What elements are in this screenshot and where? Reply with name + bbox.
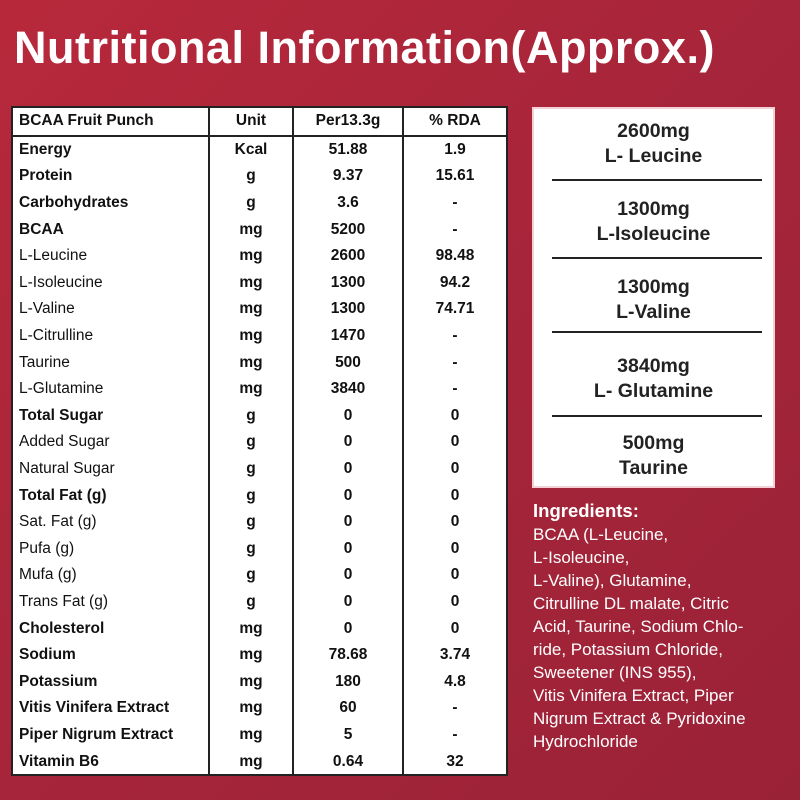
divider (552, 331, 762, 333)
nutrient-name: Total Sugar (19, 406, 104, 424)
nutrient-name: Vitis Vinifera Extract (19, 699, 170, 717)
nutrient-per-serving: 0 (293, 536, 403, 563)
nutrient-per-serving: 0 (293, 562, 403, 589)
nutrient-rda: 0 (403, 509, 506, 536)
nutrient-rda: 32 (403, 748, 506, 775)
nutrient-per-serving: 78.68 (293, 642, 403, 669)
highlight-name: L- Glutamine (593, 380, 714, 402)
highlight-amount: 2600mg (617, 120, 690, 142)
highlight-glutamine (534, 354, 773, 404)
nutrient-unit: mg (209, 668, 293, 695)
highlight-isoleucine (534, 197, 773, 247)
nutrient-name: L-Valine (19, 300, 75, 318)
nutrient-unit: g (209, 163, 293, 190)
nutrient-per-serving: 0.64 (293, 748, 403, 775)
table-row (13, 562, 506, 589)
nutrient-unit: mg (209, 349, 293, 376)
column-header-unit: Unit (209, 108, 293, 136)
nutrient-unit: g (209, 190, 293, 217)
nutrient-rda: 0 (403, 403, 506, 430)
nutrient-rda: 15.61 (403, 163, 506, 190)
table-row (13, 589, 506, 616)
table-row (13, 536, 506, 563)
nutrient-unit: mg (209, 216, 293, 243)
nutrient-per-serving: 1300 (293, 270, 403, 297)
nutrient-unit: mg (209, 270, 293, 297)
nutrient-per-serving: 0 (293, 482, 403, 509)
nutrient-per-serving: 0 (293, 429, 403, 456)
nutrient-unit: mg (209, 376, 293, 403)
nutrient-name: Trans Fat (g) (19, 592, 108, 610)
nutrient-per-serving: 5 (293, 722, 403, 749)
divider (552, 257, 762, 259)
highlights-panel (532, 107, 775, 488)
nutrient-name: Natural Sugar (19, 460, 115, 478)
nutrient-unit: g (209, 589, 293, 616)
table-row (13, 429, 506, 456)
nutrient-name: Cholesterol (19, 619, 105, 637)
column-header-per-serving: Per13.3g (293, 108, 403, 136)
nutrient-per-serving: 0 (293, 456, 403, 483)
table-row (13, 163, 506, 190)
table-row (13, 403, 506, 430)
table-row (13, 323, 506, 350)
nutrient-unit: mg (209, 642, 293, 669)
nutrient-per-serving: 180 (293, 668, 403, 695)
nutrient-rda: 1.9 (403, 136, 506, 164)
nutrient-unit: g (209, 429, 293, 456)
highlight-amount: 500mg (622, 432, 685, 454)
table-row (13, 482, 506, 509)
table-row (13, 376, 506, 403)
nutrient-unit: g (209, 536, 293, 563)
nutrient-name: Carbohydrates (19, 194, 129, 212)
nutrient-unit: g (209, 509, 293, 536)
nutrient-name: Potassium (19, 672, 98, 690)
nutrition-table (11, 106, 508, 776)
nutrient-unit: mg (209, 323, 293, 350)
nutrient-name: L-Isoleucine (19, 273, 103, 291)
table-row (13, 270, 506, 297)
table-row (13, 748, 506, 775)
nutrient-rda: 0 (403, 589, 506, 616)
nutrient-unit: g (209, 456, 293, 483)
nutrient-rda: 0 (403, 615, 506, 642)
table-row (13, 456, 506, 483)
column-header-product: BCAA Fruit Punch (13, 108, 209, 136)
nutrient-name: Pufa (g) (19, 539, 75, 557)
nutrient-name: Vitamin B6 (19, 752, 99, 770)
nutrient-unit: g (209, 562, 293, 589)
nutrient-name: L-Leucine (19, 247, 88, 265)
nutrient-name: Mufa (g) (19, 566, 77, 584)
nutrient-name: L-Citrulline (19, 327, 94, 345)
nutrient-unit: g (209, 482, 293, 509)
nutrient-unit: mg (209, 722, 293, 749)
table-row (13, 642, 506, 669)
nutrient-rda: 0 (403, 562, 506, 589)
column-header-rda: % RDA (403, 108, 506, 136)
highlight-amount: 3840mg (617, 355, 690, 377)
nutrient-rda: 4.8 (403, 668, 506, 695)
highlight-taurine (534, 431, 773, 481)
nutrient-unit: Kcal (209, 136, 293, 164)
highlight-name: Taurine (619, 457, 688, 479)
nutrient-rda: - (403, 323, 506, 350)
nutrient-unit: mg (209, 243, 293, 270)
table-row (13, 216, 506, 243)
nutrient-per-serving: 9.37 (293, 163, 403, 190)
nutrient-per-serving: 1470 (293, 323, 403, 350)
highlight-valine (534, 275, 773, 325)
nutrient-name: Total Fat (g) (19, 486, 107, 504)
nutrient-per-serving: 1300 (293, 296, 403, 323)
ingredients-heading: Ingredients: (533, 500, 639, 521)
table-header-row (13, 108, 506, 136)
nutrient-name: Taurine (19, 353, 70, 371)
nutrient-per-serving: 51.88 (293, 136, 403, 164)
table-row (13, 695, 506, 722)
table-row (13, 509, 506, 536)
highlight-leucine (534, 119, 773, 169)
nutrient-per-serving: 0 (293, 403, 403, 430)
highlight-name: L-Valine (616, 301, 691, 323)
nutrient-rda: 0 (403, 429, 506, 456)
highlight-name: L- Leucine (604, 145, 703, 167)
nutrient-name: Protein (19, 167, 73, 185)
table-row (13, 615, 506, 642)
nutrient-rda: - (403, 190, 506, 217)
nutrient-unit: mg (209, 695, 293, 722)
ingredients-text: BCAA (L-Leucine, L-Isoleucine, L-Valine), Glutamine, Citrulline DL malate, Citric Acid, Taurine, Sodium Chlo- ride, Potassium Chloride, Sweetener (INS 955), Vitis Vinifera Extract, Piper Nigrum Extract & Pyridoxine Hydrochloride (533, 525, 746, 751)
table-row (13, 136, 506, 164)
nutrient-rda: 74.71 (403, 296, 506, 323)
nutrient-rda: 0 (403, 482, 506, 509)
divider (552, 415, 762, 417)
divider (552, 179, 762, 181)
nutrient-rda: 3.74 (403, 642, 506, 669)
nutrient-rda: 98.48 (403, 243, 506, 270)
nutrient-per-serving: 3.6 (293, 190, 403, 217)
nutrient-unit: mg (209, 748, 293, 775)
nutrient-rda: - (403, 216, 506, 243)
nutrient-per-serving: 3840 (293, 376, 403, 403)
table-row (13, 243, 506, 270)
nutrient-rda: 94.2 (403, 270, 506, 297)
nutrient-name: L-Glutamine (19, 380, 104, 398)
nutrient-name: Piper Nigrum Extract (19, 725, 174, 743)
table-body (13, 136, 506, 775)
nutrient-rda: - (403, 349, 506, 376)
nutrient-per-serving: 60 (293, 695, 403, 722)
nutrient-per-serving: 0 (293, 615, 403, 642)
nutrient-per-serving: 500 (293, 349, 403, 376)
nutrient-per-serving: 5200 (293, 216, 403, 243)
page-title: Nutritional Information(Approx.) (14, 22, 715, 73)
nutrient-name: Sat. Fat (g) (19, 513, 97, 531)
table-row (13, 296, 506, 323)
nutrient-per-serving: 0 (293, 509, 403, 536)
nutrient-name: BCAA (19, 220, 64, 238)
highlight-amount: 1300mg (617, 276, 690, 298)
ingredients-section (533, 500, 788, 753)
nutrient-unit: g (209, 403, 293, 430)
table-row (13, 722, 506, 749)
nutrient-rda: - (403, 695, 506, 722)
nutrient-name: Added Sugar (19, 433, 110, 451)
nutrient-per-serving: 0 (293, 589, 403, 616)
highlight-name: L-Isoleucine (596, 223, 711, 245)
nutrient-rda: - (403, 722, 506, 749)
nutrient-unit: mg (209, 615, 293, 642)
table-row (13, 349, 506, 376)
nutrient-rda: 0 (403, 536, 506, 563)
table-row (13, 190, 506, 217)
nutrient-unit: mg (209, 296, 293, 323)
table-row (13, 668, 506, 695)
nutrient-per-serving: 2600 (293, 243, 403, 270)
nutrient-name: Energy (19, 140, 72, 158)
nutrient-rda: 0 (403, 456, 506, 483)
nutrient-rda: - (403, 376, 506, 403)
nutrient-name: Sodium (19, 646, 76, 664)
highlight-amount: 1300mg (617, 198, 690, 220)
